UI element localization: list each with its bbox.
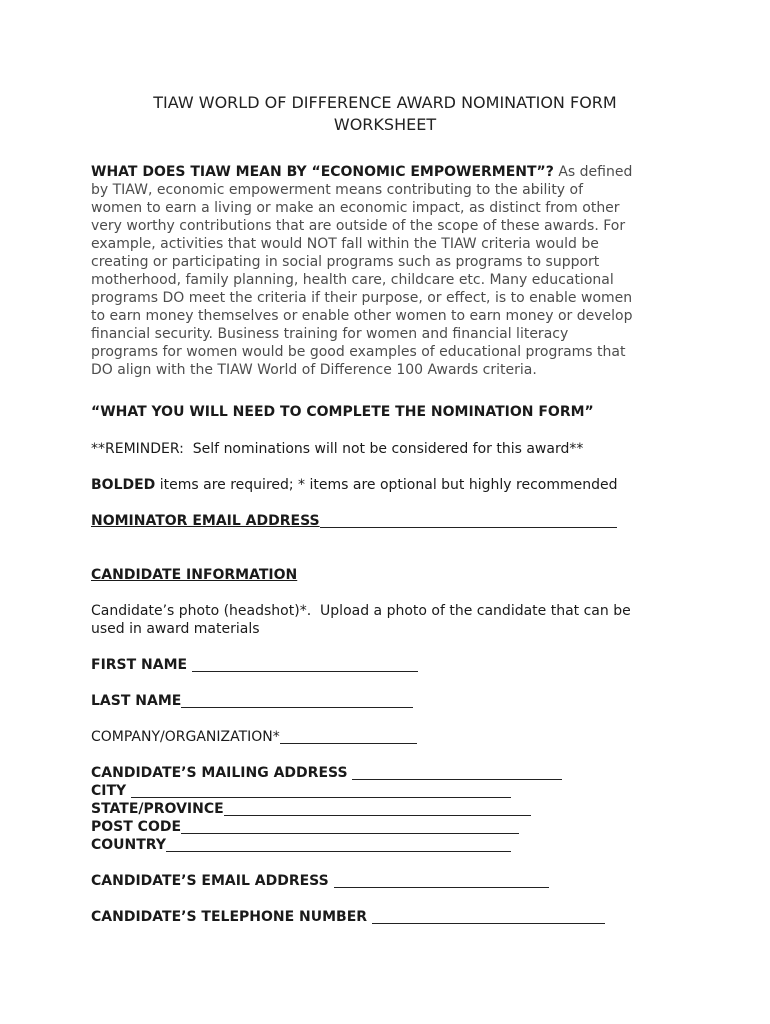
candidate-email-label: CANDIDATE’S EMAIL ADDRESS: [91, 873, 334, 889]
page-title-line-1: TIAW WORLD OF DIFFERENCE AWARD NOMINATION FORM: [153, 93, 617, 112]
state-province-blank: [224, 800, 531, 816]
post-code-field: [91, 818, 519, 836]
state-province-field: [91, 800, 531, 818]
candidate-phone-blank: [372, 908, 605, 924]
need-heading: “WHAT YOU WILL NEED TO COMPLETE THE NOMINATION FORM”: [91, 404, 594, 420]
intro-line: creating or participating in social programs such as programs to support: [91, 254, 600, 270]
first-name-field: [91, 656, 418, 674]
state-province-label: STATE/PROVINCE: [91, 801, 224, 817]
intro-heading: WHAT DOES TIAW MEAN BY “ECONOMIC EMPOWERMENT”?: [91, 164, 554, 180]
intro-line: motherhood, family planning, health care, childcare etc. Many educational: [91, 272, 614, 288]
nominator-email-label: NOMINATOR EMAIL ADDRESS: [91, 513, 320, 529]
photo-instructions-line-1: Candidate’s photo (headshot)*. Upload a photo of the candidate that can be: [91, 603, 631, 619]
mailing-address-label: CANDIDATE’S MAILING ADDRESS: [91, 765, 353, 781]
last-name-label: LAST NAME: [91, 693, 182, 709]
intro-line-1: [91, 163, 632, 181]
post-code-blank: [181, 818, 519, 834]
reminder-text: **REMINDER: Self nominations will not be considered for this award**: [91, 441, 584, 457]
candidate-section-title: CANDIDATE INFORMATION: [91, 567, 298, 583]
country-label: COUNTRY: [91, 837, 166, 853]
intro-line: financial security. Business training for women and financial literacy: [91, 326, 569, 342]
nominator-email-field: [91, 512, 617, 530]
first-name-label: FIRST NAME: [91, 657, 192, 673]
last-name-blank: [181, 692, 413, 708]
photo-instructions-line-2: used in award materials: [91, 621, 260, 637]
intro-line: very worthy contributions that are outside of the scope of these awards. For: [91, 218, 626, 234]
intro-line: programs DO meet the criteria if their purpose, or effect, is to enable women: [91, 290, 633, 306]
candidate-phone-field: [91, 908, 605, 926]
mailing-address-field: [91, 764, 562, 782]
city-blank: [131, 782, 511, 798]
required-legend: [91, 476, 617, 494]
intro-line: women to earn a living or make an economic impact, as distinct from other: [91, 200, 620, 216]
company-field: [91, 728, 417, 746]
city-field: [91, 782, 511, 800]
mailing-address-blank: [352, 764, 562, 780]
city-label: CITY: [91, 783, 132, 799]
intro-line: programs for women would be good examples of educational programs that: [91, 344, 626, 360]
intro-line: by TIAW, economic empowerment means contributing to the ability of: [91, 182, 584, 198]
post-code-label: POST CODE: [91, 819, 182, 835]
intro-line: example, activities that would NOT fall within the TIAW criteria would be: [91, 236, 599, 252]
page-title-line-2: WORKSHEET: [333, 115, 437, 134]
candidate-email-blank: [334, 872, 549, 888]
intro-text: As defined: [553, 164, 633, 180]
first-name-blank: [192, 656, 418, 672]
intro-line: DO align with the TIAW World of Difference 100 Awards criteria.: [91, 362, 537, 378]
company-label: COMPANY/ORGANIZATION*: [91, 729, 280, 745]
candidate-email-field: [91, 872, 549, 890]
legend-text: items are required; * items are optional but highly recommended: [155, 477, 618, 493]
company-blank: [280, 728, 417, 744]
bolded-word: BOLDED: [91, 477, 156, 493]
intro-line: to earn money themselves or enable other women to earn money or develop: [91, 308, 633, 324]
country-field: [91, 836, 511, 854]
nominator-email-blank: [320, 512, 617, 528]
last-name-field: [91, 692, 413, 710]
country-blank: [166, 836, 511, 852]
candidate-phone-label: CANDIDATE’S TELEPHONE NUMBER: [91, 909, 372, 925]
